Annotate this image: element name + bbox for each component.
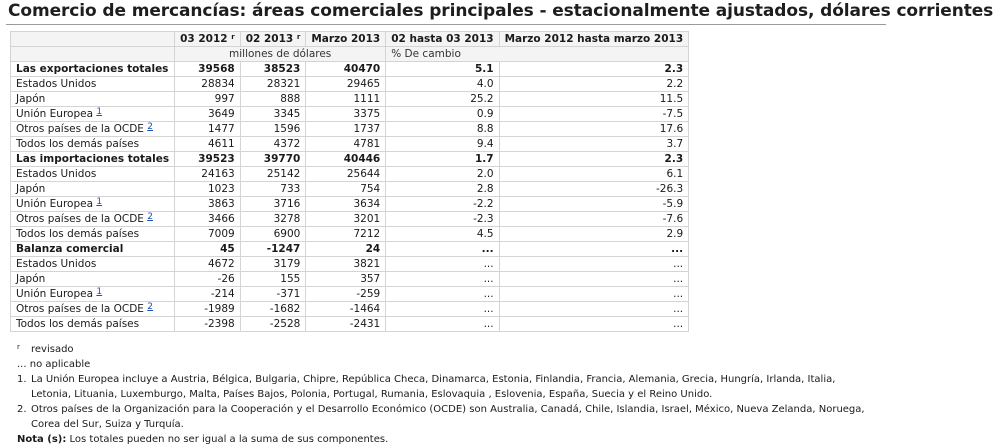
row-label-cell <box>11 107 175 122</box>
row-label: Unión Europea <box>16 288 94 300</box>
value-cell: 2.8 <box>386 182 499 197</box>
value-cell: 1737 <box>306 122 386 137</box>
header-blank <box>11 32 175 47</box>
value-cell: -1682 <box>240 302 306 317</box>
table-row <box>11 227 689 242</box>
footnote-2 <box>17 402 877 432</box>
row-label: Estados Unidos <box>16 258 97 270</box>
value-cell: 7212 <box>306 227 386 242</box>
table-row <box>11 92 689 107</box>
value-cell: 4.5 <box>386 227 499 242</box>
trade-table <box>10 31 689 332</box>
table-row <box>11 272 689 287</box>
column-header-label: 02 hasta 03 2013 <box>391 33 494 45</box>
note-text: Los totales pueden no ser igual a la suma de sus componentes. <box>69 434 389 445</box>
units-row <box>11 47 689 62</box>
value-cell: 3821 <box>306 257 386 272</box>
value-cell: 1023 <box>175 182 241 197</box>
value-cell: -371 <box>240 287 306 302</box>
table-row <box>11 257 689 272</box>
footnote-list <box>17 372 877 432</box>
value-cell: 997 <box>175 92 241 107</box>
value-cell: 3634 <box>306 197 386 212</box>
row-label-cell <box>11 242 175 257</box>
row-label: Estados Unidos <box>16 168 97 180</box>
value-cell: 3716 <box>240 197 306 212</box>
value-cell: -26 <box>175 272 241 287</box>
header-row <box>11 32 689 47</box>
table-row <box>11 242 689 257</box>
row-label: Otros países de la OCDE <box>16 123 144 135</box>
footnote-number: 2. <box>17 404 27 415</box>
row-label: Las importaciones totales <box>16 153 170 165</box>
row-label: Unión Europea <box>16 198 94 210</box>
value-cell: 3345 <box>240 107 306 122</box>
value-cell: 45 <box>175 242 241 257</box>
row-label: Otros países de la OCDE <box>16 303 144 315</box>
value-cell: 25644 <box>306 167 386 182</box>
value-cell: 1477 <box>175 122 241 137</box>
value-cell: -259 <box>306 287 386 302</box>
value-cell: 25.2 <box>386 92 499 107</box>
value-cell: 754 <box>306 182 386 197</box>
column-header-label: Marzo 2012 hasta marzo 2013 <box>504 33 684 45</box>
value-cell: 7009 <box>175 227 241 242</box>
value-cell: 28321 <box>240 77 306 92</box>
page-title: Comercio de mercancías: áreas comerciales principales - estacionalmente ajustados, dólares corrientes <box>8 1 993 21</box>
row-label-cell <box>11 62 175 77</box>
footnote-link[interactable]: 2 <box>147 122 154 132</box>
revised-mark: r <box>296 33 301 41</box>
value-cell: 4372 <box>240 137 306 152</box>
value-cell: 9.4 <box>386 137 499 152</box>
row-label-cell <box>11 137 175 152</box>
value-cell: -214 <box>175 287 241 302</box>
footnote-link[interactable]: 2 <box>147 212 154 222</box>
table-row <box>11 152 689 167</box>
revised-text: revisado <box>31 344 74 355</box>
value-cell: 39770 <box>240 152 306 167</box>
value-cell: -2398 <box>175 317 241 332</box>
value-cell: 3649 <box>175 107 241 122</box>
units-blank <box>11 47 175 62</box>
value-cell: 38523 <box>240 62 306 77</box>
value-cell: 0.9 <box>386 107 499 122</box>
value-cell: -7.5 <box>499 107 689 122</box>
value-cell: -2528 <box>240 317 306 332</box>
value-cell: 2.3 <box>499 152 689 167</box>
row-label-cell <box>11 272 175 287</box>
value-cell: -1989 <box>175 302 241 317</box>
value-cell: 2.3 <box>499 62 689 77</box>
notes-section <box>17 342 877 447</box>
note-line <box>17 432 877 447</box>
value-cell: 357 <box>306 272 386 287</box>
value-cell: -2431 <box>306 317 386 332</box>
table-body <box>11 62 689 332</box>
value-cell: ... <box>386 272 499 287</box>
value-cell: 28834 <box>175 77 241 92</box>
value-cell: 29465 <box>306 77 386 92</box>
value-cell: ... <box>499 317 689 332</box>
row-label-cell <box>11 257 175 272</box>
row-label-cell <box>11 122 175 137</box>
row-label-cell <box>11 287 175 302</box>
value-cell: 1111 <box>306 92 386 107</box>
table-row <box>11 137 689 152</box>
value-cell: 3278 <box>240 212 306 227</box>
footnote-number: 1. <box>17 374 27 385</box>
title-divider <box>6 24 886 25</box>
value-cell: ... <box>386 287 499 302</box>
column-header-label: Marzo 2013 <box>311 33 381 45</box>
table-row <box>11 287 689 302</box>
value-cell: 3179 <box>240 257 306 272</box>
row-label: Todos los demás países <box>16 138 140 150</box>
row-label: Unión Europea <box>16 108 94 120</box>
value-cell: 25142 <box>240 167 306 182</box>
row-label: Las exportaciones totales <box>16 63 169 75</box>
value-cell: 40446 <box>306 152 386 167</box>
legend-revised <box>17 342 877 357</box>
value-cell: 40470 <box>306 62 386 77</box>
revised-mark: r <box>17 343 20 351</box>
value-cell: ... <box>386 242 499 257</box>
revised-mark: r <box>231 33 235 41</box>
footnote-text: Otros países de la Organización para la Cooperación y el Desarrollo Económico (OCDE) son Australia, Canadá, Chile, Islandia, Israel, México, Nueva Zelanda, Noruega, Corea del Sur, Suiza y Turquía. <box>31 404 865 430</box>
value-cell: 4611 <box>175 137 241 152</box>
value-cell: 6900 <box>240 227 306 242</box>
value-cell: -26.3 <box>499 182 689 197</box>
units-values: millones de dólares <box>175 47 386 62</box>
value-cell: 1596 <box>240 122 306 137</box>
value-cell: ... <box>499 287 689 302</box>
table-row <box>11 302 689 317</box>
row-label: Balanza comercial <box>16 243 124 255</box>
value-cell: 4.0 <box>386 77 499 92</box>
value-cell: 11.5 <box>499 92 689 107</box>
value-cell: 8.8 <box>386 122 499 137</box>
value-cell: 2.2 <box>499 77 689 92</box>
value-cell: -2.2 <box>386 197 499 212</box>
value-cell: ... <box>386 317 499 332</box>
row-label-cell <box>11 152 175 167</box>
legend-na <box>17 357 877 372</box>
value-cell: ... <box>386 257 499 272</box>
value-cell: -5.9 <box>499 197 689 212</box>
footnote-link[interactable]: 1 <box>96 287 103 297</box>
value-cell: ... <box>499 242 689 257</box>
value-cell: -1247 <box>240 242 306 257</box>
value-cell: 4672 <box>175 257 241 272</box>
value-cell: 39523 <box>175 152 241 167</box>
value-cell: 733 <box>240 182 306 197</box>
row-label: Japón <box>16 273 46 285</box>
row-label-cell <box>11 182 175 197</box>
column-header <box>240 32 306 47</box>
units-change: % De cambio <box>386 47 689 62</box>
table-row <box>11 77 689 92</box>
value-cell: 5.1 <box>386 62 499 77</box>
value-cell: -7.6 <box>499 212 689 227</box>
footnote-link[interactable]: 1 <box>96 197 103 207</box>
footnote-link[interactable]: 2 <box>147 302 154 312</box>
value-cell: ... <box>499 302 689 317</box>
footnote-link[interactable]: 1 <box>96 107 103 117</box>
table-row <box>11 62 689 77</box>
table-row <box>11 197 689 212</box>
value-cell: 24163 <box>175 167 241 182</box>
column-header-label: 03 2012 <box>180 33 228 45</box>
value-cell: -2.3 <box>386 212 499 227</box>
value-cell: -1464 <box>306 302 386 317</box>
row-label-cell <box>11 167 175 182</box>
table-row <box>11 317 689 332</box>
value-cell: 3863 <box>175 197 241 212</box>
value-cell: 17.6 <box>499 122 689 137</box>
table-row <box>11 122 689 137</box>
row-label-cell <box>11 212 175 227</box>
footnote-text: La Unión Europea incluye a Austria, Bélgica, Bulgaria, Chipre, República Checa, Dinamarca, Estonia, Finlandia, Francia, Alemania, Grecia, Hungría, Irlanda, Italia, Letonia, Lituania, Luxemburgo, Malta, Países Bajos, Polonia, Portugal, Rumania, Eslovaquia , Eslovenia, España, Suecia y el Reino Unido. <box>31 374 836 400</box>
value-cell: 2.9 <box>499 227 689 242</box>
column-header <box>306 32 386 47</box>
row-label: Otros países de la OCDE <box>16 213 144 225</box>
value-cell: 4781 <box>306 137 386 152</box>
value-cell: 39568 <box>175 62 241 77</box>
note-label: Nota (s): <box>17 434 67 445</box>
column-header <box>499 32 689 47</box>
row-label-cell <box>11 92 175 107</box>
row-label-cell <box>11 317 175 332</box>
row-label: Estados Unidos <box>16 78 97 90</box>
column-header <box>386 32 499 47</box>
value-cell: 24 <box>306 242 386 257</box>
row-label-cell <box>11 197 175 212</box>
value-cell: 3.7 <box>499 137 689 152</box>
column-header-label: 02 2013 <box>245 33 294 45</box>
value-cell: 3466 <box>175 212 241 227</box>
table-row <box>11 107 689 122</box>
table-row <box>11 167 689 182</box>
value-cell: ... <box>499 272 689 287</box>
row-label: Japón <box>16 183 46 195</box>
row-label: Todos los demás países <box>16 318 140 330</box>
value-cell: 155 <box>240 272 306 287</box>
row-label-cell <box>11 302 175 317</box>
value-cell: 888 <box>240 92 306 107</box>
row-label: Japón <box>16 93 46 105</box>
column-header <box>175 32 241 47</box>
table-row <box>11 182 689 197</box>
value-cell: 3201 <box>306 212 386 227</box>
table-row <box>11 212 689 227</box>
na-mark: ... <box>17 359 27 370</box>
row-label: Todos los demás países <box>16 228 140 240</box>
row-label-cell <box>11 227 175 242</box>
row-label-cell <box>11 77 175 92</box>
footnote-1 <box>17 372 877 402</box>
value-cell: 1.7 <box>386 152 499 167</box>
value-cell: 3375 <box>306 107 386 122</box>
value-cell: 6.1 <box>499 167 689 182</box>
na-text: no aplicable <box>29 359 91 370</box>
value-cell: ... <box>386 302 499 317</box>
value-cell: 2.0 <box>386 167 499 182</box>
value-cell: ... <box>499 257 689 272</box>
